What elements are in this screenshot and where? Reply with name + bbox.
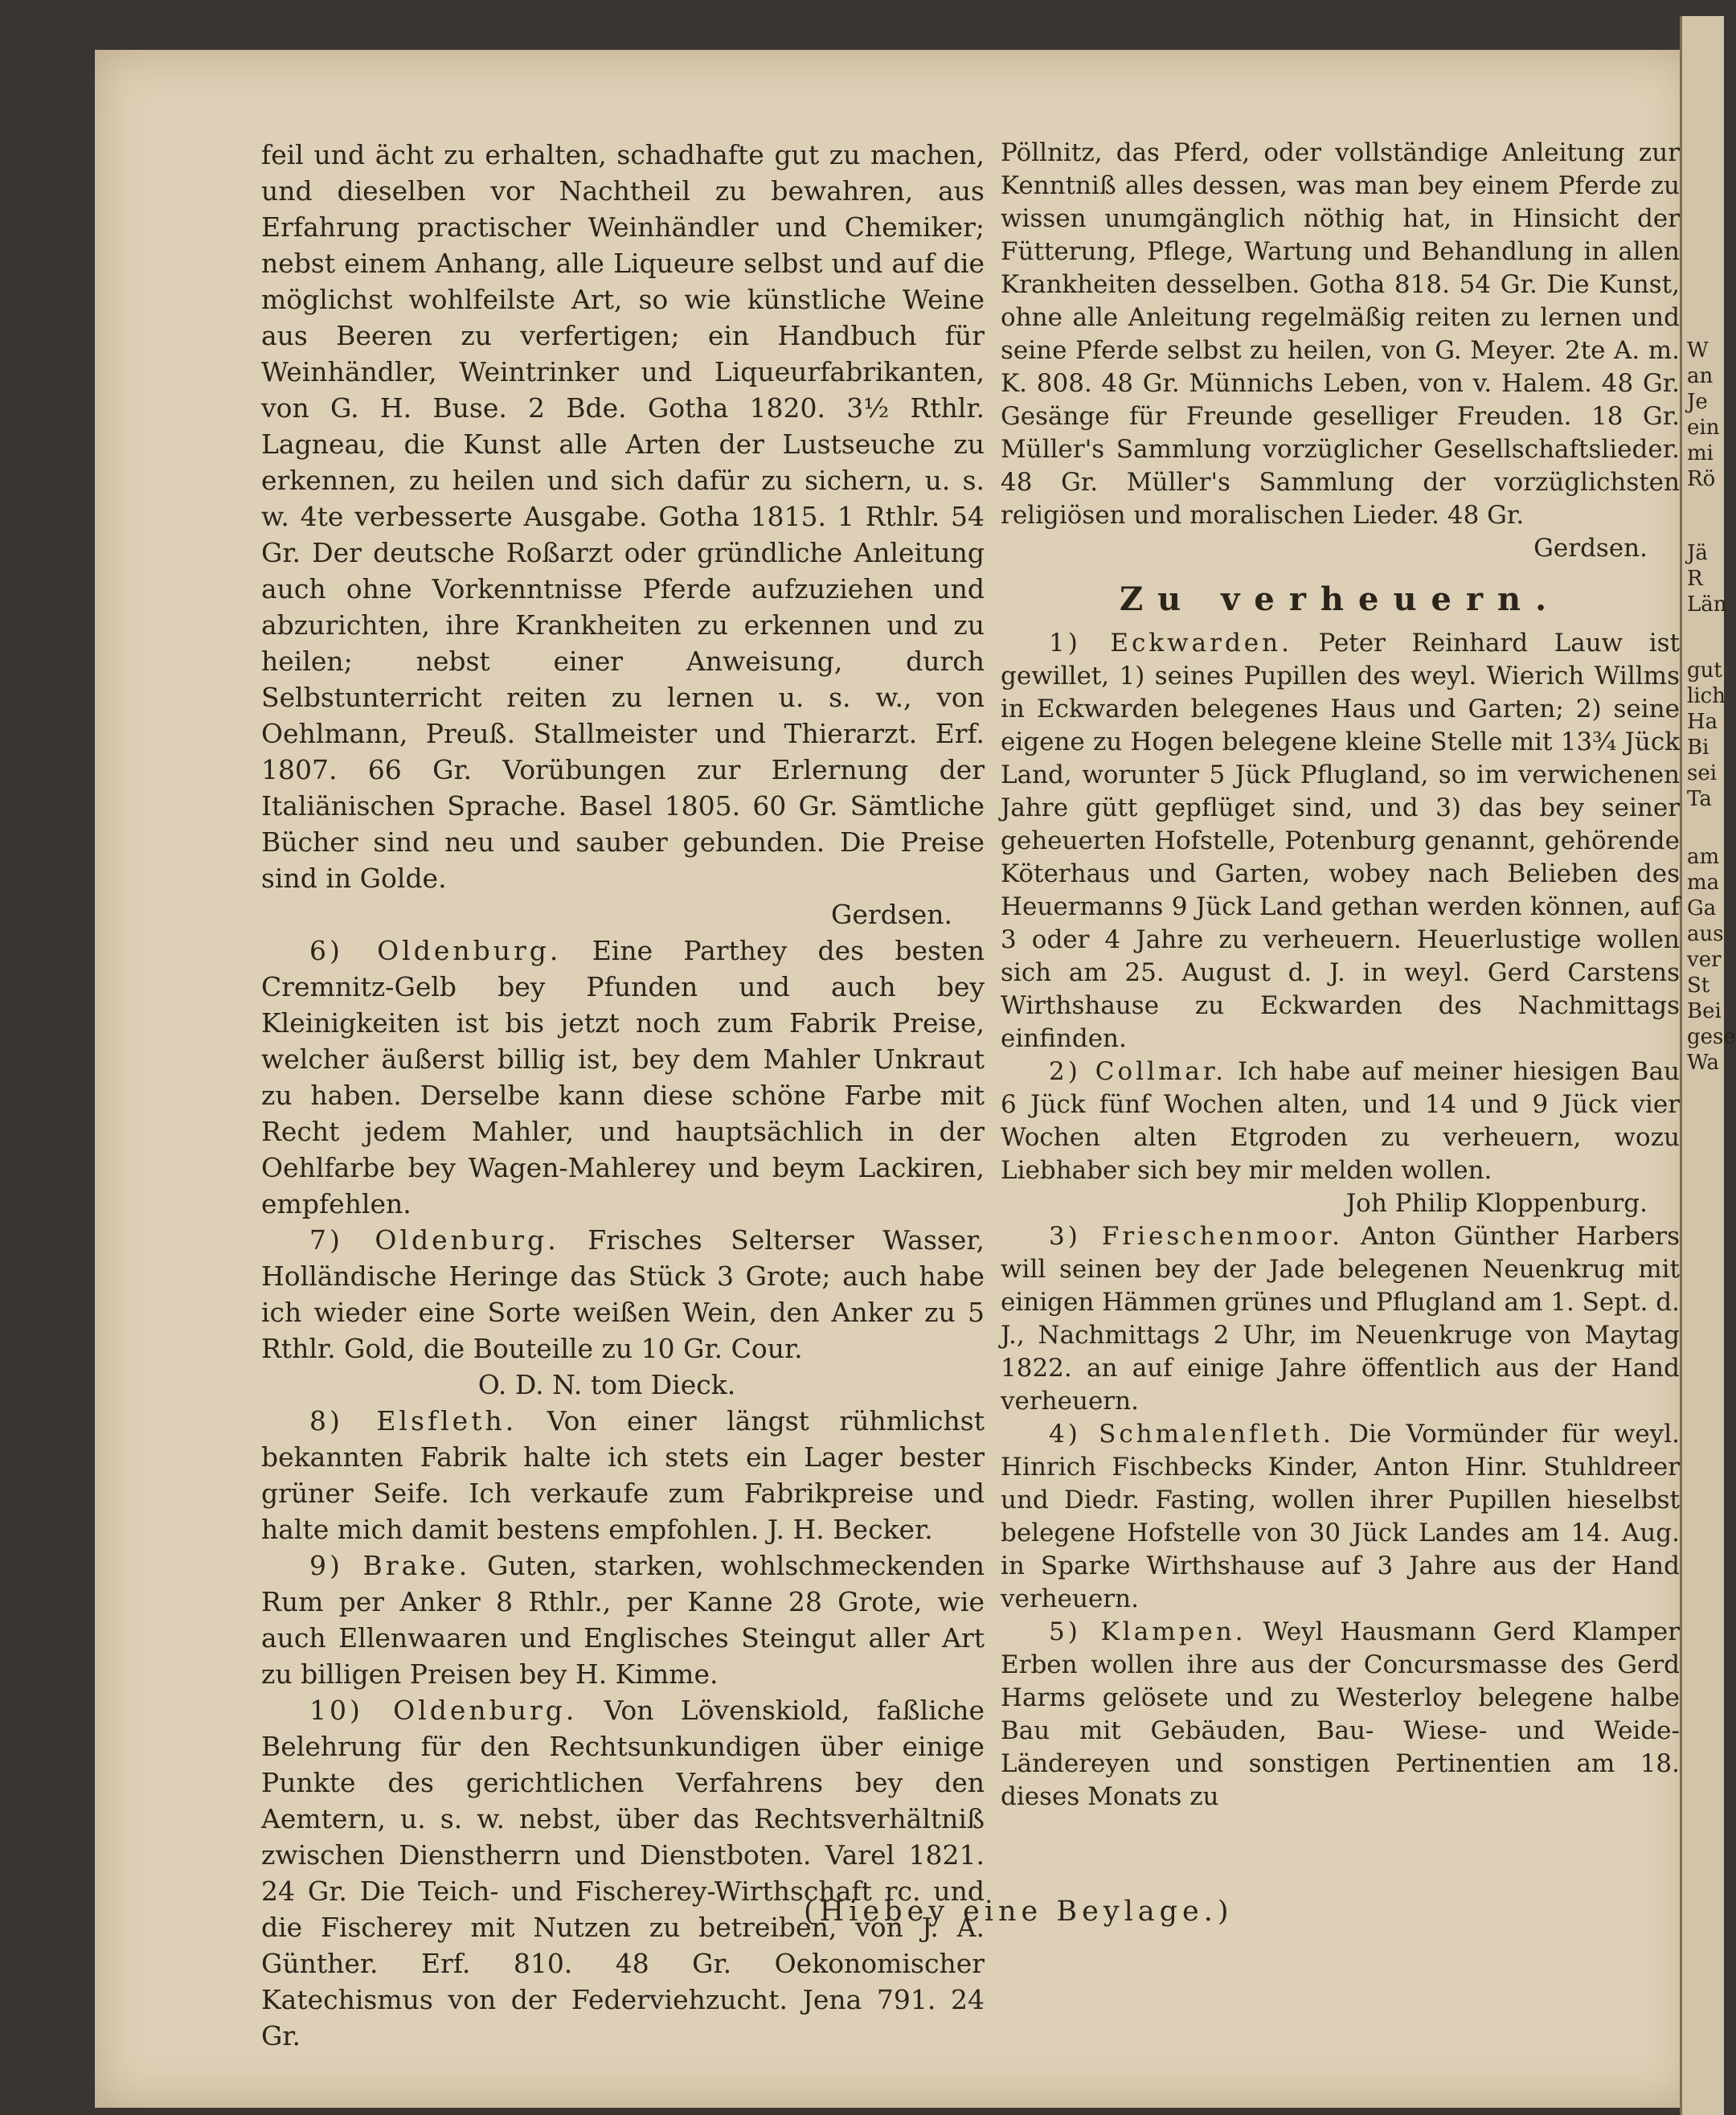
- next-page-fragment: gut: [1687, 658, 1722, 682]
- next-page-fragment: Wa: [1687, 1051, 1719, 1075]
- advert-text: Guten, starken, wohlschmeckenden Rum per Anker 8 Rthlr., per Kanne 28 Grote, wie auch Ellenwaaren und Englisches Steingut aller Art zu billigen Preisen bey H. Kimme.: [261, 1550, 985, 1690]
- next-page-fragment: Je: [1687, 390, 1708, 414]
- next-page-fragment: Bei: [1687, 999, 1722, 1023]
- advert-text: Die Vormünder für weyl. Hinrich Fischbecks Kinder, Anton Hinr. Stuhldreer und Diedr. Fasting, wollen ihrer Pupillen hieselbst belegene Hofstelle von 30 Jück Landes am 14. Aug. in Sparke Wirthshause auf 3 Jahre aus der Hand verheuern.: [1001, 1420, 1680, 1613]
- advert-place: 6) Oldenburg.: [309, 935, 562, 966]
- advert-place: 3) Frieschenmoor.: [1049, 1222, 1343, 1251]
- advertisement: [1001, 1418, 1680, 1616]
- advert-place: 2) Collmar.: [1049, 1057, 1227, 1086]
- book-list-paragraph: Pöllnitz, das Pferd, oder vollständige Anleitung zur Kenntniß alles dessen, was man bey einem Pferde zu wissen unumgänglich nöthig hat, in Hinsicht der Fütterung, Pflege, Wartung und Behandlung in allen Krankheiten desselben. Gotha 818. 54 Gr. Die Kunst, ohne alle Anleitung regelmäßig reiten zu lernen und seine Pferde selbst zu heilen, von G. Meyer. 2te A. m. K. 808. 48 Gr. Münnichs Leben, von v. Halem. 48 Gr. Gesänge für Freunde geselliger Freuden. 18 Gr. Müller's Sammlung vorzüglicher Gesellschaftslieder. 48 Gr. Müller's Sammlung der vorzüglichsten religiösen und moralischen Lieder. 48 Gr.: [1001, 138, 1680, 530]
- advert-text: Frisches Selterser Wasser, Holländische Heringe das Stück 3 Grote; auch habe ich wieder eine Sorte weißen Wein, den Anker zu 5 Rthlr. Gold, die Bouteille zu 10 Gr. Cour.: [261, 1224, 985, 1364]
- advertisement: [261, 932, 985, 1222]
- next-page-fragment: Ha: [1687, 710, 1718, 734]
- next-page-fragment: St: [1687, 973, 1710, 998]
- next-page-fragment: gese: [1687, 1025, 1736, 1049]
- next-page-fragment: am: [1687, 845, 1720, 869]
- next-page-fragment: an: [1687, 364, 1713, 388]
- advertisement: [1001, 1220, 1680, 1418]
- advert-place: 8) Elsfleth.: [309, 1405, 518, 1437]
- advertisement: [261, 1222, 985, 1367]
- next-page-fragment: mi: [1687, 441, 1713, 465]
- next-page-edge: [1680, 16, 1736, 2115]
- next-page-fragment: ma: [1687, 871, 1720, 895]
- next-page-fragment: W: [1687, 338, 1709, 363]
- page-footer-note: (Hiebey eine Beylage.): [804, 1896, 1234, 1928]
- next-page-fragment: Ta: [1687, 787, 1712, 811]
- advert-place: 9) Brake.: [309, 1550, 471, 1581]
- advertisement: [261, 1403, 985, 1547]
- right-column: [1001, 137, 1680, 1814]
- advert-text: Peter Reinhard Lauw ist gewillet, 1) seines Pupillen des weyl. Wierich Willms in Eckwarden belegenes Haus und Garten; 2) seine eigene zu Hogen belegene kleine Stelle mit 13¾ Jück Land, worunter 5 Jück Pflugland, so im verwichenen Jahre gütt gepflüget sind, und 3) das bey seiner geheuerten Hofstelle, Potenburg genannt, gehörende Köterhaus und Garten, wobey nach Belieben des Heuermanns 9 Jück Land gethan werden können, auf 3 oder 4 Jahre zu verheuern. Heuerlustige wollen sich am 25. August d. J. in weyl. Gerd Carstens Wirthshause zu Eckwarden des Nachmittags einfinden.: [1001, 629, 1681, 1053]
- advertisement: [1001, 1055, 1680, 1187]
- next-page-fragment: ver: [1687, 948, 1722, 972]
- left-column: [261, 137, 985, 2054]
- advert-place: 5) Klampen.: [1049, 1617, 1247, 1646]
- next-page-fragment: Jä: [1687, 541, 1708, 565]
- advert-text: Ich habe auf meiner hiesigen Bau 6 Jück fünf Wochen alten, und 14 und 9 Jück vier Wochen alten Etgroden zu verheuern, wozu Liebhaber sich bey mir melden wollen.: [1001, 1057, 1681, 1185]
- next-page-fragment: Ga: [1687, 896, 1717, 920]
- advert-text: Von einer längst rühmlichst bekannten Fabrik halte ich stets ein Lager bester grüner Seife. Ich verkaufe zum Fabrikpreise und halte mich damit bestens empfohlen. J. H. Becker.: [261, 1405, 985, 1545]
- next-page-fragment: R: [1687, 567, 1703, 591]
- signature: Gerdsen.: [831, 899, 952, 930]
- signature: O. D. N. tom Dieck.: [477, 1369, 736, 1400]
- book-list-paragraph: feil und ächt zu erhalten, schadhafte gut zu machen, und dieselben vor Nachtheil zu bewahren, aus Erfahrung practischer Weinhändler und Chemiker; nebst einem Anhang, alle Liqueure selbst und auf die möglichst wohlfeilste Art, so wie künstliche Weine aus Beeren zu verfertigen; ein Handbuch für Weinhändler, Weintrinker und Liqueurfabrikanten, von G. H. Buse. 2 Bde. Gotha 1820. 3½ Rthlr. Lagneau, die Kunst alle Arten der Lustseuche zu erkennen, zu heilen und sich dafür zu sichern, u. s. w. 4te verbesserte Ausgabe. Gotha 1815. 1 Rthlr. 54 Gr. Der deutsche Roßarzt oder gründliche Anleitung auch ohne Vorkenntnisse Pferde aufzuziehen und abzurichten, ihre Krankheiten zu erkennen und zu heilen; nebst einer Anweisung, durch Selbstunterricht reiten zu lernen u. s. w., von Oehlmann, Preuß. Stallmeister und Thierarzt. Erf. 1807. 66 Gr. Vorübungen zur Erlernung der Italiänischen Sprache. Basel 1805. 60 Gr. Sämtliche Bücher sind neu und sauber gebunden. Die Preise sind in Golde.: [261, 139, 985, 894]
- advert-place: 7) Oldenburg.: [309, 1224, 559, 1256]
- advert-place: 1) Eckwarden.: [1049, 629, 1292, 658]
- next-page-fragment: lich: [1687, 684, 1726, 708]
- advertisement: [1001, 627, 1680, 1055]
- advertisement: [1001, 1616, 1680, 1814]
- signature: Gerdsen.: [1533, 534, 1648, 563]
- signature: Joh Philip Kloppenburg.: [1345, 1189, 1648, 1218]
- next-page-fragment: Bi: [1687, 736, 1709, 760]
- advertisement: [261, 1547, 985, 1692]
- advert-text: Anton Günther Harbers will seinen bey der Jade belegenen Neuenkrug mit einigen Hämmen grünes und Pflugland am 1. Sept. d. J., Nachmittags 2 Uhr, im Neuenkruge von Maytag 1822. an auf einige Jahre öffentlich aus der Hand verheuern.: [1001, 1222, 1681, 1416]
- advert-place: 10) Oldenburg.: [309, 1695, 578, 1726]
- advert-text: Von Lövenskiold, faßliche Belehrung für den Rechtsunkundigen über einige Punkte des gerichtlichen Verfahrens bey den Aemtern, u. s. w. nebst, über das Rechtsverhältniß zwischen Dienstherrn und Dienstboten. Varel 1821. 24 Gr. Die Teich- und Fischerey-Wirthschaft rc. und die Fischerey mit Nutzen zu betreiben, von J. A. Günther. Erf. 810. 48 Gr. Oekonomischer Katechismus von der Federviehzucht. Jena 791. 24 Gr.: [261, 1695, 985, 2051]
- next-page-fragment: Rö: [1687, 467, 1716, 491]
- advert-place: 4) Schmalenfleth.: [1049, 1420, 1334, 1449]
- advert-text: Eine Parthey des besten Cremnitz-Gelb bey Pfunden und auch bey Kleinigkeiten ist bis jetzt noch zum Fabrik Preise, welcher äußerst billig ist, bey dem Mahler Unkraut zu haben. Derselbe kann diese schöne Farbe mit Recht jedem Mahler, und hauptsächlich in der Oehlfarbe bey Wagen-Mahlerey und beym Lackiren, empfehlen.: [261, 935, 985, 1219]
- advert-text: Weyl Hausmann Gerd Klamper Erben wollen ihre aus der Concursmasse des Gerd Harms gelösete und zu Westerloy belegene halbe Bau mit Gebäuden, Bau- Wiese- und Weide-Ländereyen und sonstigen Pertinentien am 18. dieses Monats zu: [1001, 1617, 1681, 1811]
- next-page-fragment: Län: [1687, 592, 1727, 617]
- next-page-fragment: ein: [1687, 416, 1720, 440]
- next-page-fragment: sei: [1687, 761, 1718, 785]
- section-heading: Zu verheuern.: [1119, 580, 1562, 618]
- next-page-fragment: aus: [1687, 922, 1724, 946]
- advertisement: [261, 1692, 985, 2054]
